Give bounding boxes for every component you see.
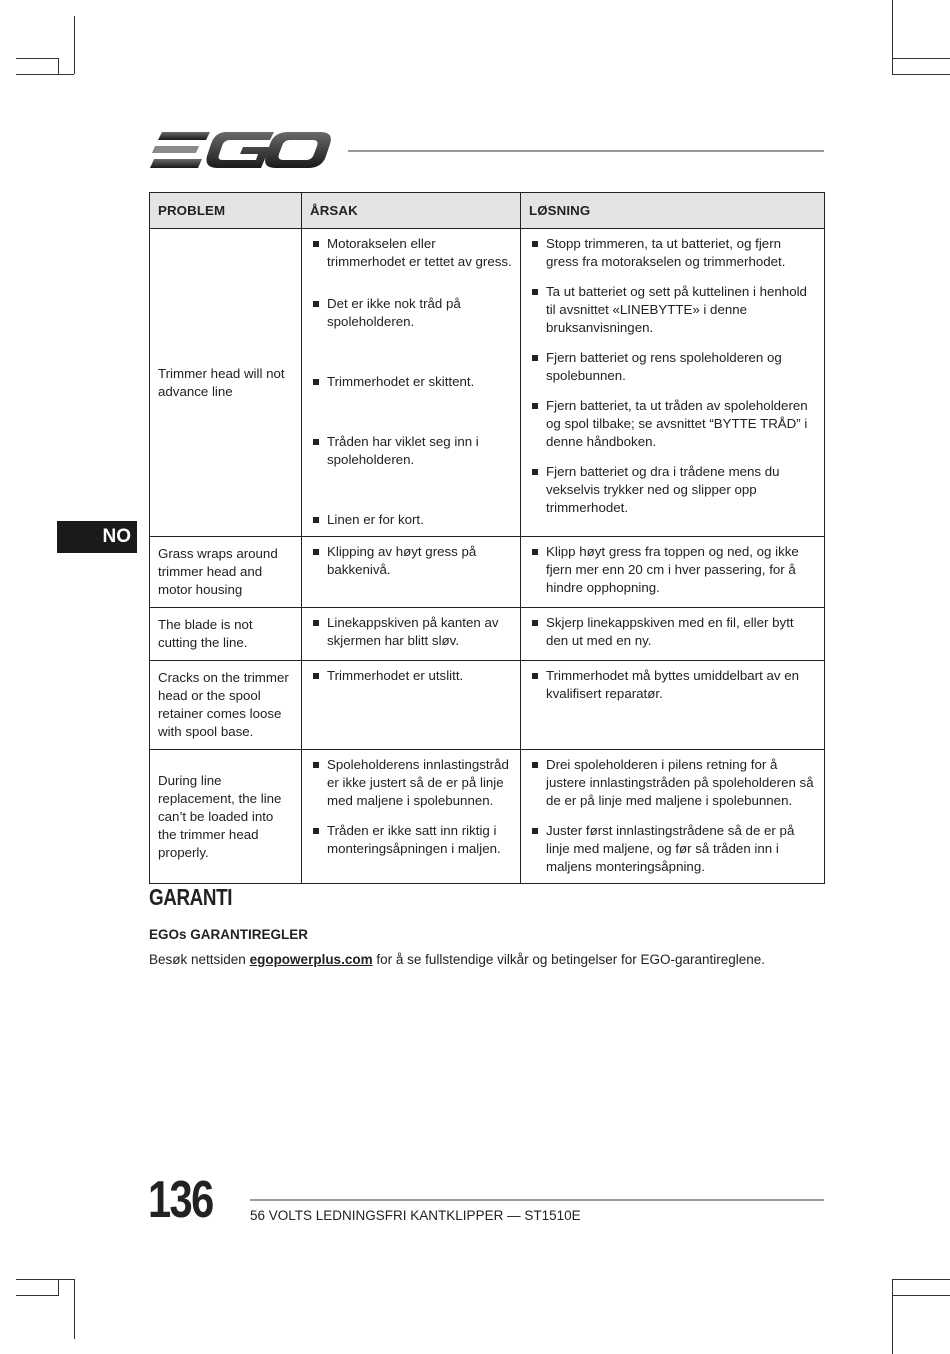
warranty-text-after: for å se fullstendige vilkår og betingelser for EGO-garantireglene. <box>372 952 766 967</box>
problem-cell: Trimmer head will not advance line <box>150 229 302 537</box>
cause-item: Tråden er ikke satt inn riktig i monteringsåpningen i maljen. <box>310 822 512 858</box>
solution-item: Fjern batteriet og dra i trådene mens du vekselvis trykker ned og slipper opp trimmerhodet. <box>529 463 816 517</box>
crop-mark <box>892 1279 950 1280</box>
column-header-solution: LØSNING <box>521 193 825 229</box>
warranty-heading: GARANTI <box>149 884 233 910</box>
solution-item: Fjern batteriet og rens spoleholderen og spolebunnen. <box>529 349 816 385</box>
crop-mark <box>892 1279 893 1354</box>
warranty-subheading: EGOs GARANTIREGLER <box>149 927 309 942</box>
crop-mark <box>16 74 74 75</box>
table-header-row <box>150 193 825 229</box>
page-number: 136 <box>148 1171 213 1229</box>
problem-cell: Grass wraps around trimmer head and motor housing <box>150 537 302 608</box>
solution-item: Skjerp linekappskiven med en fil, eller bytt den ut med en ny. <box>529 614 816 650</box>
crop-mark <box>892 1295 950 1296</box>
solution-item: Trimmerhodet må byttes umiddelbart av en kvalifisert reparatør. <box>529 667 816 703</box>
problem-cell: Cracks on the trimmer head or the spool retainer comes loose with spool base. <box>150 661 302 750</box>
column-header-cause: ÅRSAK <box>302 193 521 229</box>
problem-cell: During line replacement, the line can’t be loaded into the trimmer head properly. <box>150 750 302 884</box>
cause-cell <box>302 537 521 608</box>
cause-cell <box>302 229 521 537</box>
cause-item: Tråden har viklet seg inn i spoleholderen. <box>310 433 512 499</box>
cause-item: Trimmerhodet er skittent. <box>310 373 512 421</box>
language-tab: NO <box>57 521 137 553</box>
warranty-text-before: Besøk nettsiden <box>149 952 250 967</box>
cause-item: Linen er for kort. <box>310 511 512 529</box>
cause-item: Trimmerhodet er utslitt. <box>310 667 512 685</box>
cause-item: Linekappskiven på kanten av skjermen har blitt sløv. <box>310 614 512 650</box>
crop-mark <box>16 1279 74 1280</box>
table-row <box>150 608 825 661</box>
table-row <box>150 750 825 884</box>
solution-cell <box>521 608 825 661</box>
solution-cell <box>521 750 825 884</box>
crop-mark <box>74 1279 75 1339</box>
header-rule <box>348 150 824 152</box>
cause-item: Klipping av høyt gress på bakkenivå. <box>310 543 512 579</box>
crop-mark <box>58 1279 59 1296</box>
cause-item: Motorakselen eller trimmerhodet er tettet av gress. <box>310 235 512 283</box>
table-row <box>150 229 825 537</box>
solution-item: Klipp høyt gress fra toppen og ned, og ikke fjern mer enn 20 cm i hver passering, for å hindre opphopning. <box>529 543 816 597</box>
solution-cell <box>521 661 825 750</box>
crop-mark <box>16 1295 58 1296</box>
solution-cell <box>521 537 825 608</box>
table-row <box>150 537 825 608</box>
warranty-text <box>149 952 765 967</box>
solution-item: Juster først innlastingstrådene så de er på linje med maljene, og før så tråden inn i maljens monteringsåpning. <box>529 822 816 876</box>
solution-item: Stopp trimmeren, ta ut batteriet, og fjern gress fra motorakselen og trimmerhodet. <box>529 235 816 271</box>
cause-item: Spoleholderens innlastingstråd er ikke justert så de er på linje med maljene i spolebunnen. <box>310 756 512 810</box>
problem-cell: The blade is not cutting the line. <box>150 608 302 661</box>
cause-item: Det er ikke nok tråd på spoleholderen. <box>310 295 512 361</box>
solution-item: Drei spoleholderen i pilens retning for å justere innlastingstråden på spoleholderen så de er på linje med maljene i spolebunnen. <box>529 756 816 810</box>
ego-logo <box>148 128 333 172</box>
crop-mark <box>74 16 75 74</box>
crop-mark <box>892 0 893 74</box>
footer-rule <box>250 1199 824 1201</box>
cause-cell <box>302 661 521 750</box>
cause-cell <box>302 608 521 661</box>
website-link[interactable]: egopowerplus.com <box>249 952 373 967</box>
crop-mark <box>58 58 59 74</box>
table-row <box>150 661 825 750</box>
solution-item: Ta ut batteriet og sett på kuttelinen i henhold til avsnittet «LINEBYTTE» i denne bruksanvisningen. <box>529 283 816 337</box>
solution-item: Fjern batteriet, ta ut tråden av spoleholderen og spol tilbake; se avsnittet “BYTTE TRÅD” i denne håndboken. <box>529 397 816 451</box>
cause-cell <box>302 750 521 884</box>
column-header-problem: PROBLEM <box>150 193 302 229</box>
crop-mark <box>16 58 58 59</box>
footer-product-title: 56 VOLTS LEDNINGSFRI KANTKLIPPER — ST1510E <box>250 1208 581 1223</box>
crop-mark <box>892 74 950 75</box>
solution-cell <box>521 229 825 537</box>
crop-mark <box>892 58 950 59</box>
troubleshooting-table <box>149 192 825 884</box>
